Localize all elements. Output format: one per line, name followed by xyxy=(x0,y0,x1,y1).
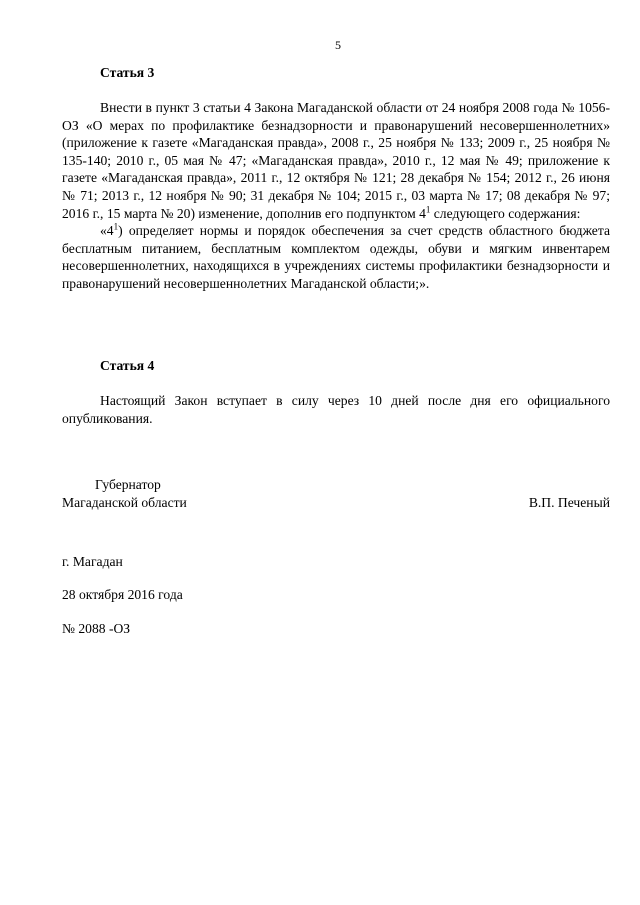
article-3-paragraph xyxy=(62,99,610,222)
article-3-text: Внести в пункт 3 статьи 4 Закона Магаданской области от 24 ноября 2008 года № 1056-ОЗ «О мерах по профилактике безнадзорности и правонарушений несовершеннолетних» (приложение к газете «Магаданская правда», 2008 г., 25 ноября № 133; 2009 г., 25 ноября № 135-140; 2010 г., 05 мая № 47; «Магаданская правда», 2010 г., 12 мая № 49; приложение к газете «Магаданская правда», 2011 г., 12 октября № 121; 28 декабря № 154; 2012 г., 26 июня № 71; 2013 г., 12 ноября № 90; 31 декабря № 104; 2015 г., 03 марта № 17; 08 декабря № 97; 2016 г., 15 марта № 20) изменение, дополнив его подпунктом 4 xyxy=(62,100,610,221)
quote-open: «4 xyxy=(100,223,114,239)
article-3-quote xyxy=(62,222,610,292)
signature-region: Магаданской области xyxy=(62,495,187,510)
signature-name: В.П. Печеный xyxy=(528,495,610,510)
article-3-heading: Статья 3 xyxy=(100,65,155,80)
quote-text: ) определяет нормы и порядок обеспечения за счет средств областного бюджета бесплатным питанием, бесплатным комплектом одежды, обуви и мягким инвентарем несовершеннолетних, находящихся в учреждениях системы профилактики безнадзорности и правонарушений несовершеннолетних Магаданской области;». xyxy=(62,223,610,291)
footer-date: 28 октября 2016 года xyxy=(62,587,183,602)
article-4-paragraph: Настоящий Закон вступает в силу через 10 дней после дня его официального опубликования. xyxy=(62,393,610,426)
subpoint-superscript: 1 xyxy=(425,204,431,215)
page-number: 5 xyxy=(335,38,341,52)
article-4-body xyxy=(62,392,610,427)
quote-superscript: 1 xyxy=(113,221,119,232)
article-3-body xyxy=(62,99,610,293)
footer-city: г. Магадан xyxy=(62,554,123,569)
footer-number: № 2088 -ОЗ xyxy=(62,621,131,636)
signature-title: Губернатор xyxy=(95,477,161,492)
article-3-text-end: следующего содержания: xyxy=(430,205,581,221)
article-4-heading: Статья 4 xyxy=(100,358,155,373)
